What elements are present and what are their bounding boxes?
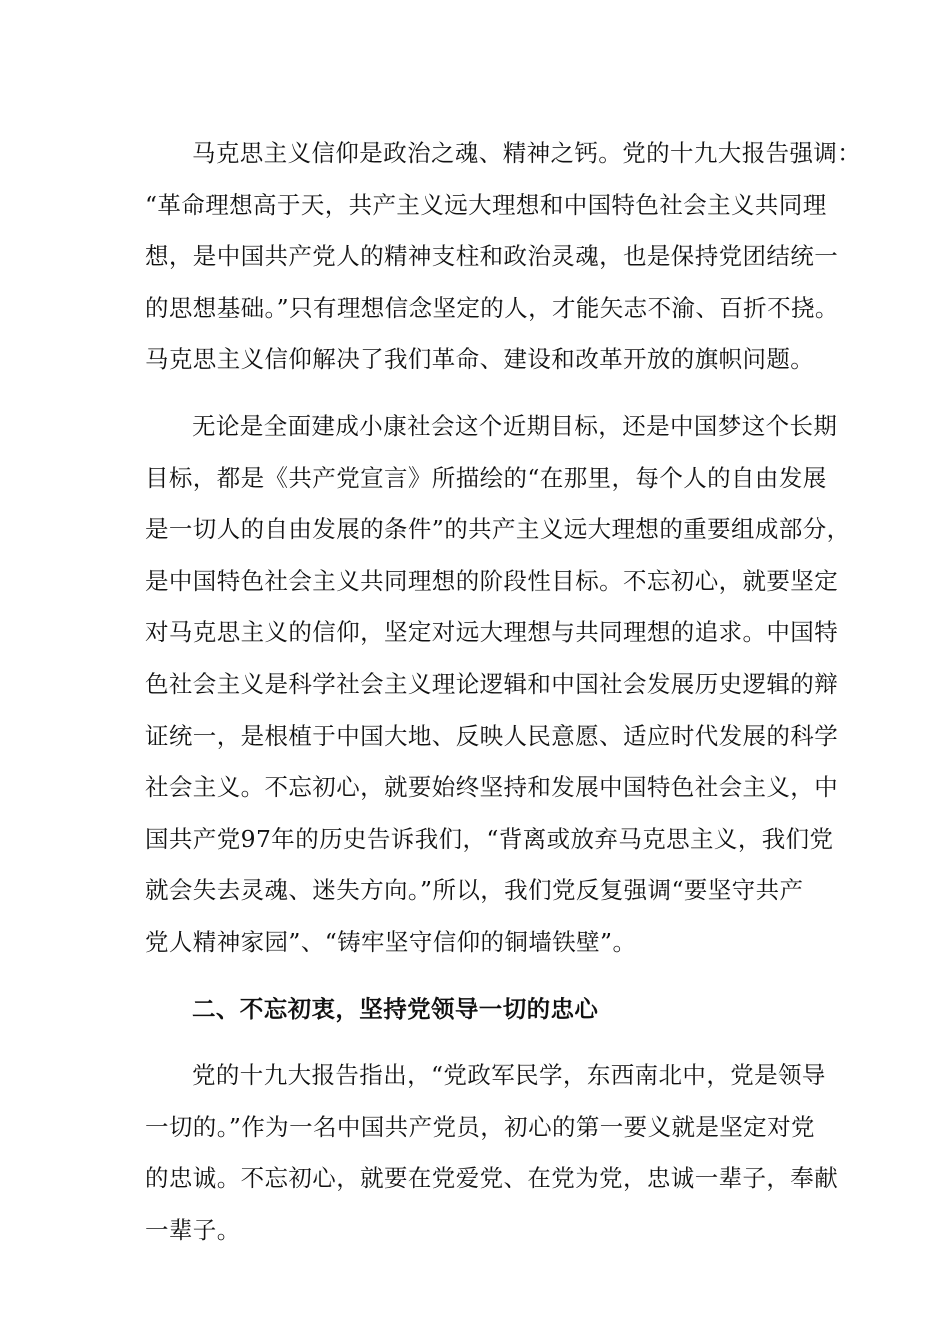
document-body [145, 128, 862, 1256]
section-heading: 二、不忘初衷，坚持党领导一切的忠心 [192, 994, 599, 1023]
paragraph-line: 证统一，是根植于中国大地、反映人民意愿、适应时代发展的科学 [145, 721, 839, 750]
paragraph-line: 马克思主义信仰是政治之魂、精神之钙。党的十九大报告强调： [192, 139, 862, 167]
paragraph-line: 想，是中国共产党人的精神支柱和政治灵魂，也是保持党团结统一 [145, 242, 839, 271]
paragraph-line: 目标，都是《共产党宣言》所描绘的“在那里，每个人的自由发展 [145, 463, 827, 492]
paragraph-line: 的忠诚。不忘初心，就要在党爱党、在党为党，忠诚一辈子，奉献 [145, 1164, 839, 1193]
paragraph-common-ideal [145, 401, 851, 969]
paragraph-line: 党的十九大报告指出，“党政军民学，东西南北中，党是领导 [192, 1061, 826, 1090]
paragraph-line: 是一切人的自由发展的条件”的共产主义远大理想的重要组成部分， [145, 515, 851, 544]
paragraph-line: 一切的。”作为一名中国共产党员，初心的第一要义就是坚定对党 [145, 1112, 815, 1141]
paragraph-line: 无论是全面建成小康社会这个近期目标，还是中国梦这个长期 [192, 411, 838, 440]
paragraph-line: 色社会主义是科学社会主义理论逻辑和中国社会发展历史逻辑的辩 [145, 669, 839, 698]
paragraph-line: 党人精神家园”、“铸牢坚守信仰的铜墙铁壁”。 [145, 927, 637, 956]
paragraph-spacer [145, 386, 807, 401]
paragraph-party-leadership [145, 1050, 839, 1256]
paragraph-spacer [145, 1035, 807, 1050]
paragraph-marxism-faith [145, 128, 862, 386]
paragraph-line: “革命理想高于天，共产主义远大理想和中国特色社会主义共同理 [145, 190, 827, 219]
paragraph-spacer [145, 969, 807, 984]
paragraph-line: 社会主义。不忘初心，就要始终坚持和发展中国特色社会主义，中 [145, 773, 839, 802]
paragraph-line: 是中国特色社会主义共同理想的阶段性目标。不忘初心，就要坚定 [145, 566, 839, 595]
paragraph-line: 对马克思主义的信仰，坚定对远大理想与共同理想的追求。中国特 [145, 618, 839, 647]
paragraph-line: 一辈子。 [145, 1215, 241, 1244]
paragraph-line: 的思想基础。”只有理想信念坚定的人，才能矢志不渝、百折不挠。 [145, 293, 839, 322]
paragraph-line: 国共产党97年的历史告诉我们，“背离或放弃马克思主义，我们党 [145, 824, 834, 853]
paragraph-line: 马克思主义信仰解决了我们革命、建设和改革开放的旗帜问题。 [145, 345, 815, 374]
paragraph-line: 就会失去灵魂、迷失方向。”所以，我们党反复强调“要坚守共产 [145, 876, 804, 905]
